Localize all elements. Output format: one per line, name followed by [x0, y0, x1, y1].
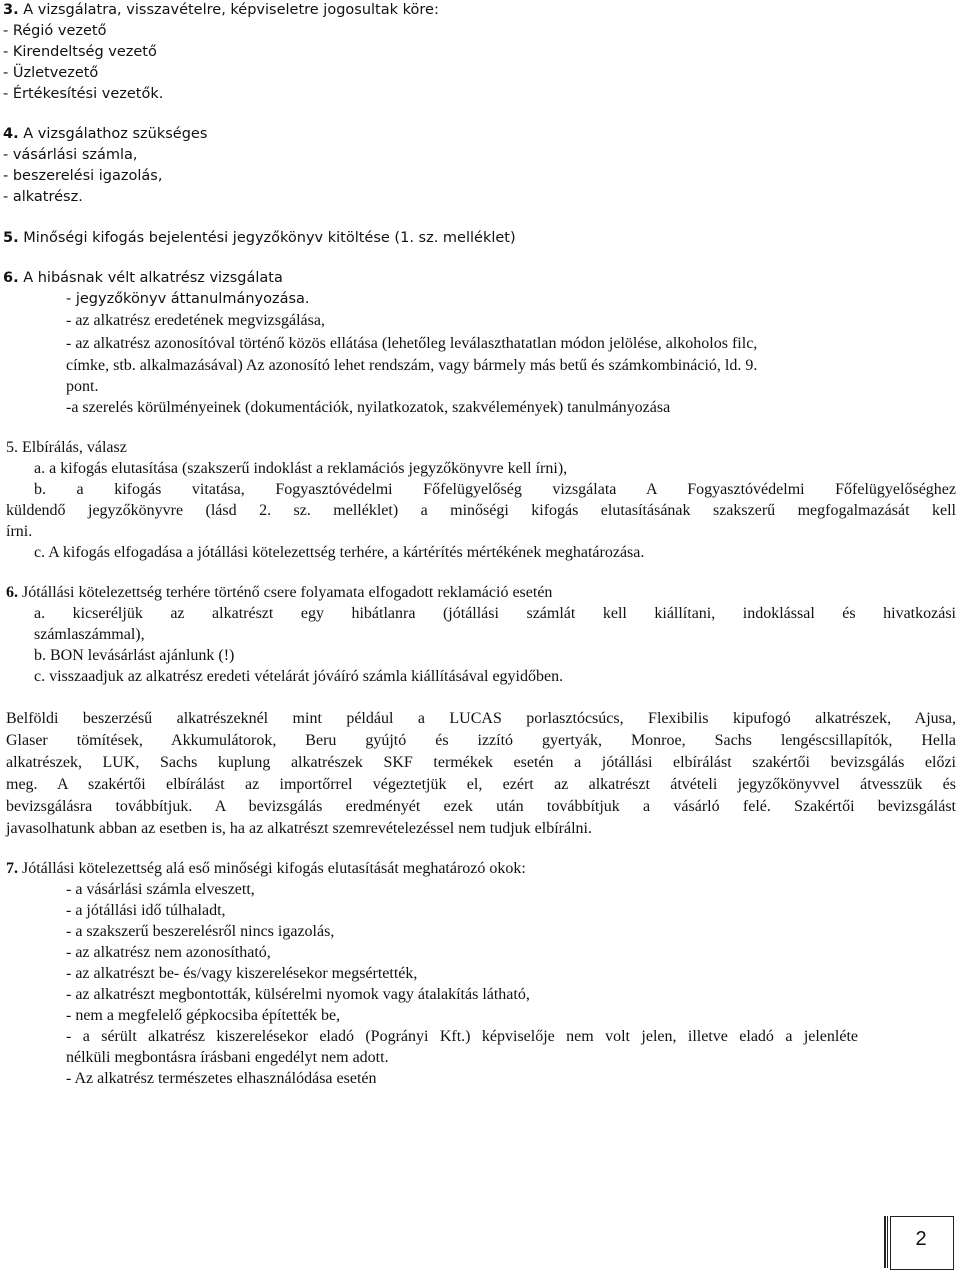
- list-item: - az alkatrész eredetének megvizsgálása,: [66, 312, 325, 329]
- list-item: - alkatrész.: [3, 189, 83, 205]
- heading-4: 4. A vizsgálathoz szükséges: [3, 126, 208, 142]
- list-item: c. visszaadjuk az alkatrész eredeti vételárát jóváíró számla kiállításával egyidőben.: [34, 668, 564, 685]
- list-item: küldendő jegyzőkönyvre (lásd 2. sz. melléklet) a minőségi kifogás elutasításának szakszerű megfogalmazását kell: [6, 502, 956, 519]
- paragraph-line: Belföldi beszerzésű alkatrészeknél mint például a LUCAS porlasztócsúcs, Flexibilis kipufogó alkatrészek, Ajusa,: [6, 710, 956, 727]
- heading-6: 6. A hibásnak vélt alkatrész vizsgálata: [3, 270, 283, 286]
- page-number-rule: [887, 1216, 888, 1268]
- list-item: b. BON levásárlást ajánlunk (!): [34, 647, 235, 664]
- list-item: - a jótállási idő túlhaladt,: [66, 902, 226, 919]
- heading-3: 3. A vizsgálatra, visszavételre, képviseletre jogosultak köre:: [3, 2, 439, 18]
- heading-5: 5. Minőségi kifogás bejelentési jegyzőkönyv kitöltése (1. sz. melléklet): [3, 230, 516, 246]
- list-item: - az alkatrészt be- és/vagy kiszerelésekor megsértették,: [66, 965, 418, 982]
- list-item: c. A kifogás elfogadása a jótállási kötelezettség terhére, a kártérítés mértékének meghatározása.: [34, 544, 645, 561]
- list-item: számlaszámmal),: [34, 626, 145, 643]
- paragraph-line: bevizsgálásra továbbítjuk. A bevizsgálás eredményét ezek után továbbítjuk a vásárló felé. Szakértői bevizsgálást: [6, 798, 956, 815]
- section-heading: 5. Elbírálás, válasz: [6, 439, 127, 456]
- list-item: b. a kifogás vitatása, Fogyasztóvédelmi Főfelügyelőség vizsgálata A Fogyasztóvédelmi Főfelügyelőséghez: [34, 481, 956, 498]
- list-item: - a vásárlási számla elveszett,: [66, 881, 255, 898]
- list-item: - Üzletvezető: [3, 65, 99, 81]
- list-item: nélküli megbontásra írásbani engedélyt nem adott.: [66, 1049, 389, 1066]
- paragraph-line: Glaser tömítések, Akkumulátorok, Beru gyújtó és izzító gyertyák, Monroe, Sachs lengéscsillapítók, Hella: [6, 732, 956, 749]
- list-item: -a szerelés körülményeinek (dokumentációk, nyilatkozatok, szakvélemények) tanulmányozása: [66, 399, 671, 416]
- list-item: - vásárlási számla,: [3, 147, 138, 163]
- list-item: a. a kifogás elutasítása (szakszerű indoklást a reklamációs jegyzőkönyvre kell írni),: [34, 460, 568, 477]
- list-item: - az alkatrész azonosítóval történő közös ellátása (lehetőleg leválaszthatatlan módon jelölése, alkoholos filc,: [66, 335, 758, 352]
- list-item: írni.: [6, 523, 33, 540]
- page-number-box: [882, 1216, 954, 1272]
- list-item: - jegyzőkönyv áttanulmányozása.: [66, 291, 310, 307]
- list-item: - Az alkatrész természetes elhasználódása esetén: [66, 1070, 377, 1087]
- paragraph-line: alkatrészek, LUK, Sachs kuplung alkatrészek SKF termékek esetén a jótállási elbírálást szakértői bevizsgálás előzi: [6, 754, 956, 771]
- list-item: - az alkatrész nem azonosítható,: [66, 944, 271, 961]
- list-item: - Régió vezető: [3, 23, 107, 39]
- page-number: 2: [915, 1228, 927, 1250]
- list-item: - nem a megfelelő gépkocsiba építették be,: [66, 1007, 341, 1024]
- paragraph-line: meg. A szakértői elbírálást az importőrrel végeztetjük el, ezért az alkatrészt átvételi jegyzőkönyvvel átvesszük és: [6, 776, 956, 793]
- heading-7: 7. Jótállási kötelezettség alá eső minőségi kifogás elutasítását meghatározó okok:: [6, 860, 526, 877]
- list-item: - Értékesítési vezetők.: [3, 86, 164, 102]
- list-item: pont.: [66, 378, 99, 395]
- list-item: - a sérült alkatrész kiszerelésekor eladó (Pogrányi Kft.) képviselője nem volt jelen, illetve eladó a jelenléte: [66, 1028, 858, 1045]
- paragraph-line: javasolhatunk abban az esetben is, ha az alkatrészt szemrevételezéssel nem tudjuk elbírálni.: [6, 820, 592, 837]
- list-item: - a szakszerű beszerelésről nincs igazolás,: [66, 923, 335, 940]
- page-number-rule: [884, 1216, 886, 1268]
- list-item: a. kicseréljük az alkatrészt egy hibátlanra (jótállási számlát kell kiállítani, indoklással és hivatkozási: [34, 605, 956, 622]
- list-item: - az alkatrészt megbontották, külsérelmi nyomok vagy átalakítás látható,: [66, 986, 530, 1003]
- list-item: - Kirendeltség vezető: [3, 44, 157, 60]
- heading-6-b: 6. Jótállási kötelezettség terhére történő csere folyamata elfogadott reklamáció esetén: [6, 584, 553, 601]
- list-item: címke, stb. alkalmazásával) Az azonosító lehet rendszám, vagy bármely más betű és számkombináció, ld. 9.: [66, 357, 758, 374]
- list-item: - beszerelési igazolás,: [3, 168, 163, 184]
